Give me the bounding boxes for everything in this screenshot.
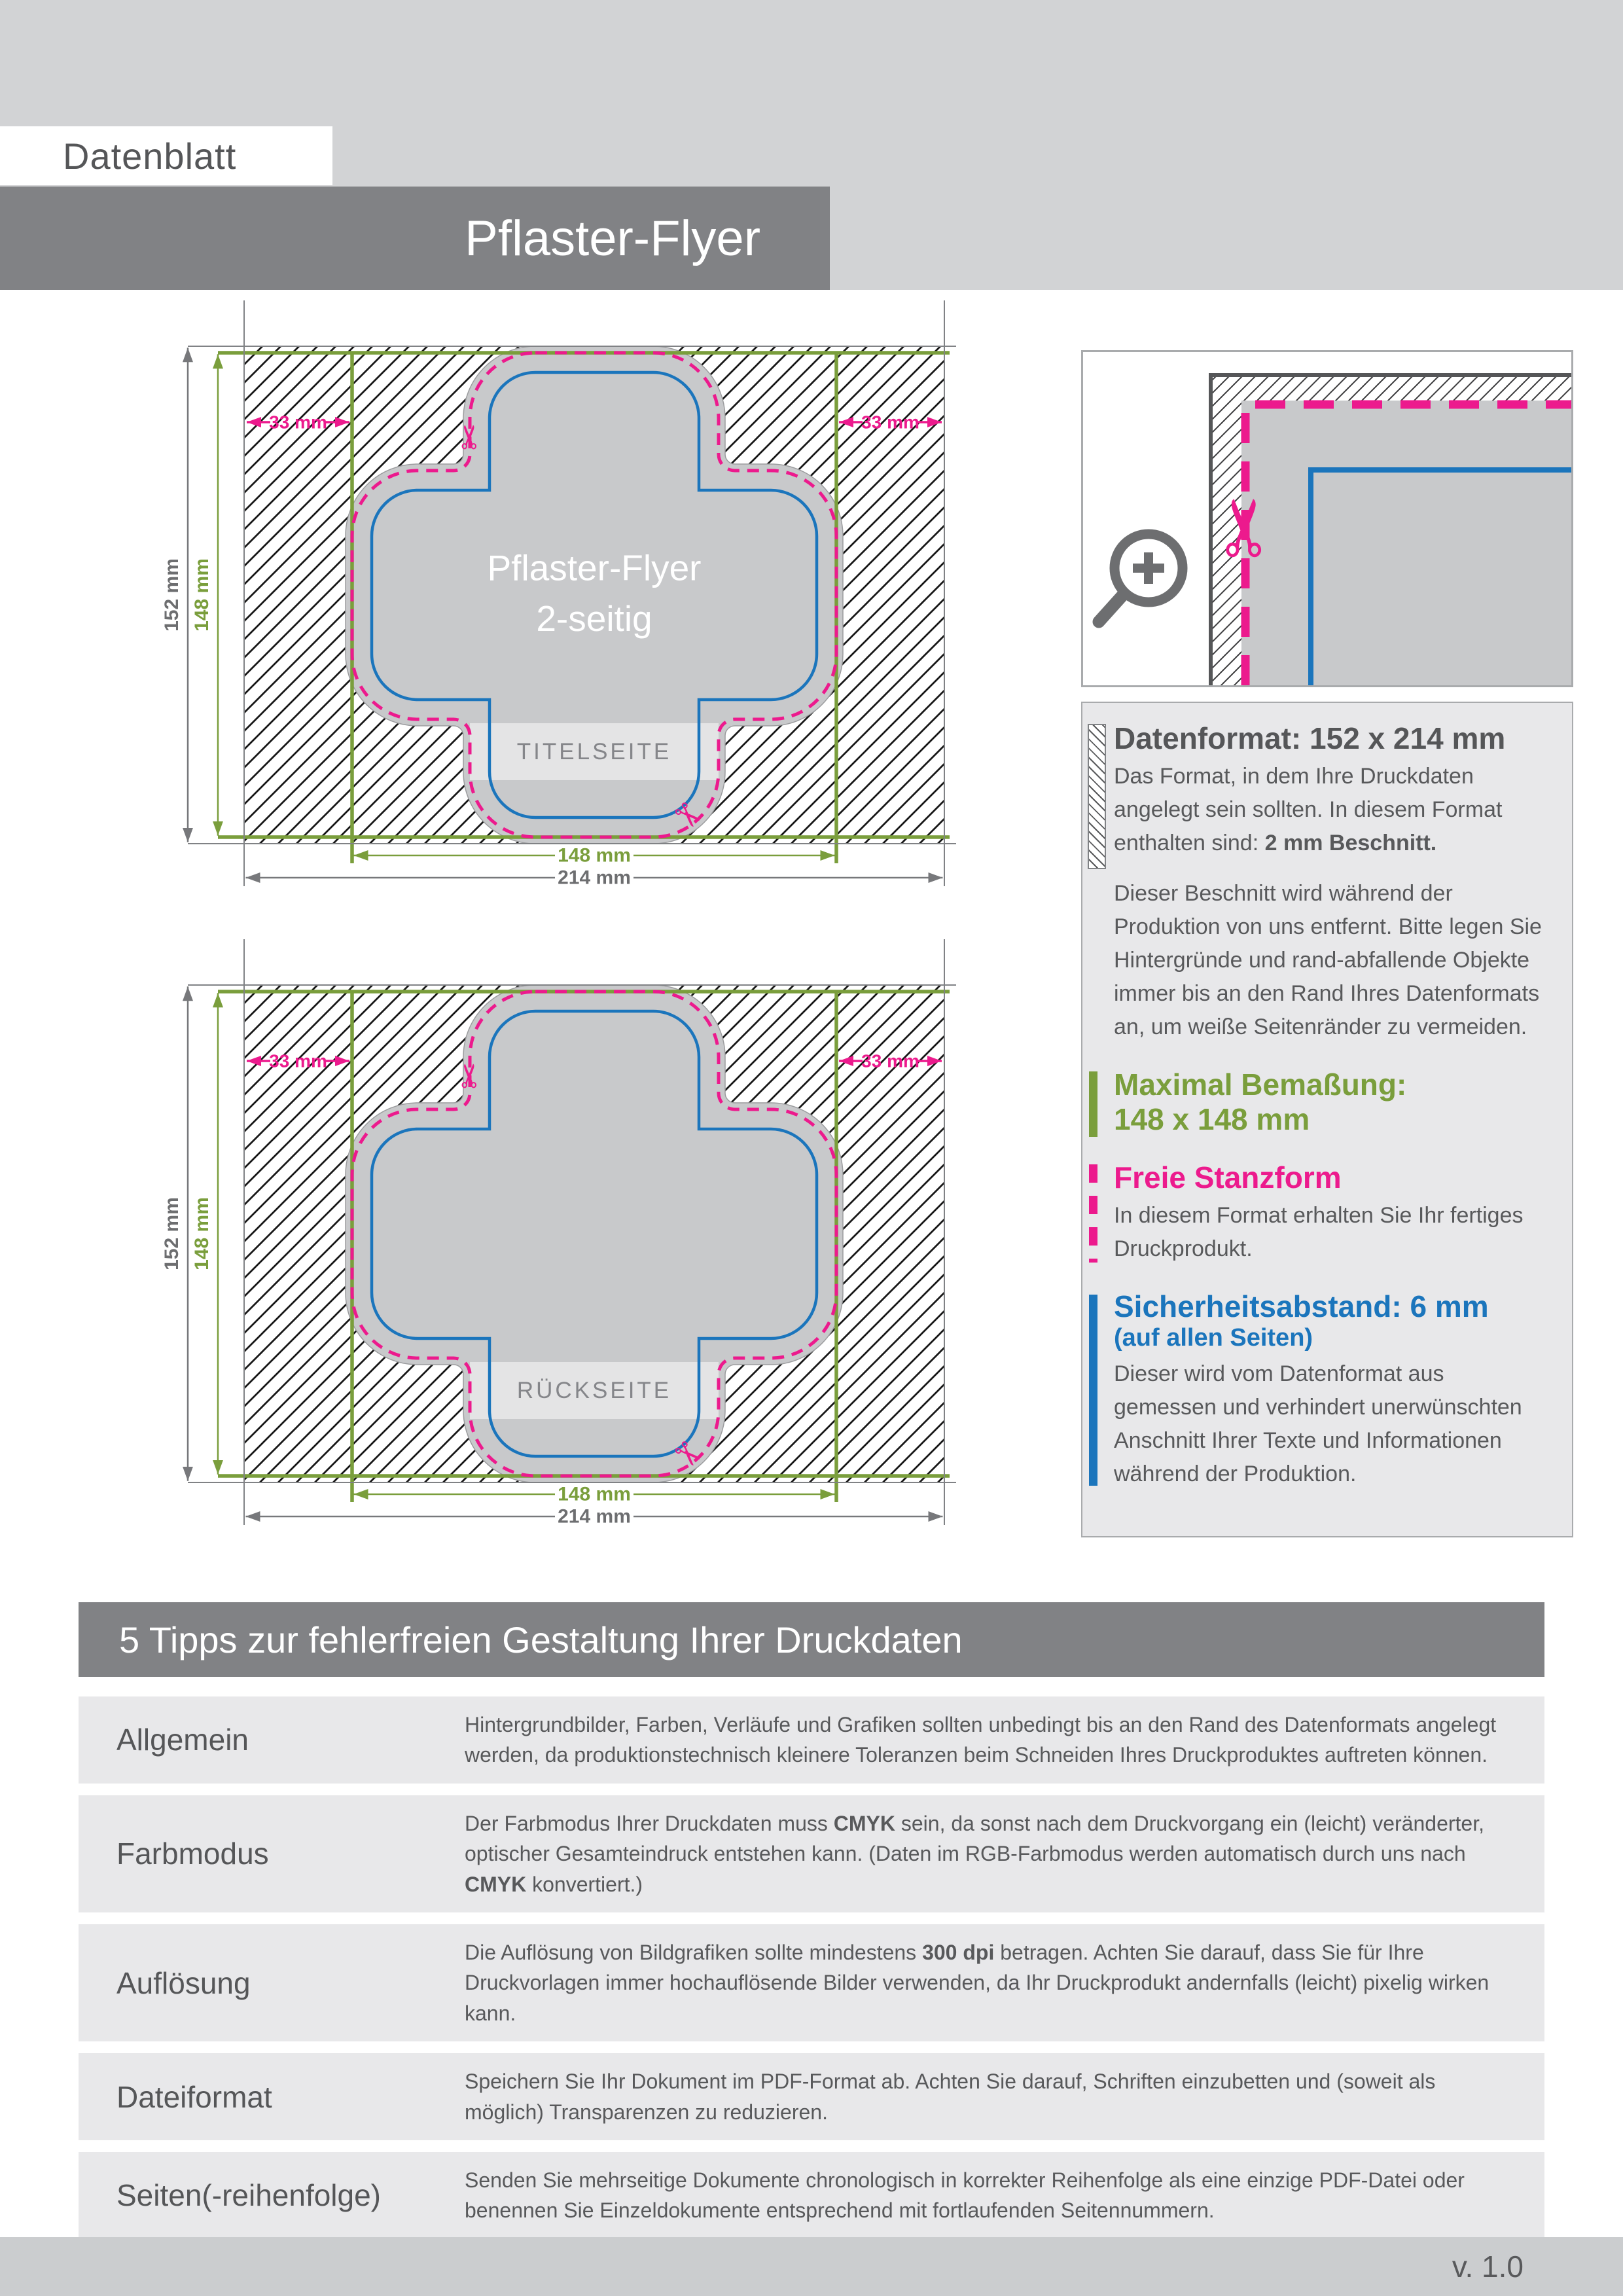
dataformat-title: Datenformat: 152 x 214 mm: [1114, 721, 1506, 755]
die-cut-bar: [1089, 1164, 1097, 1263]
section-bleed-note: [1114, 877, 1548, 1044]
safety-title: Sicherheitsabstand: 6 mm: [1114, 1289, 1489, 1323]
dim-side-right: 33 mm: [861, 1050, 919, 1071]
product-title-bar: [0, 187, 830, 290]
scissors-icon: ✂: [452, 1062, 488, 1090]
dim-height-total: 152 mm: [161, 1197, 183, 1270]
tip-text: Speichern Sie Ihr Dokument im PDF-Format ab. Achten Sie darauf, Schriften einzubetten und (soweit als möglich) Transparenzen zu reduzieren.: [465, 2070, 1436, 2124]
dim-height-inner: 148 mm: [191, 1197, 213, 1270]
tip-row-dateiformat: [79, 2053, 1544, 2140]
dim-width-total: 214 mm: [558, 867, 631, 889]
tips-banner-title: 5 Tipps zur fehlerfreien Gestaltung Ihrer Druckdaten: [119, 1619, 963, 1660]
dataformat-body: Das Format, in dem Ihre Druckdaten angelegt sein sollten. In diesem Format enthalten sind: 2 mm Beschnitt.: [1114, 763, 1503, 855]
dim-width-inner: 148 mm: [558, 844, 631, 867]
section-dataformat: [1114, 721, 1548, 860]
scissors-icon: ✂: [1202, 494, 1289, 561]
tip-text: Der Farbmodus Ihrer Druckdaten muss CMYK sein, da sonst nach dem Druckvorgang ein (leicht) veränderter, optischer Gesamteindruck entstehen kann. (Daten im RGB-Farbmodus werden automatisch durch uns nach CMYK konvertiert.): [465, 1811, 1484, 1896]
dim-height-inner: 148 mm: [191, 558, 213, 632]
zoom-detail-box: [1081, 350, 1573, 687]
footer-bar: [0, 2237, 1623, 2296]
zoom-detail-illustration: [1083, 352, 1571, 685]
doc-type-box: [0, 126, 332, 185]
side-label: RÜCKSEITE: [516, 1378, 672, 1403]
page-title: Pflaster-Flyer: [465, 210, 760, 266]
tips-section: [79, 1602, 1544, 2251]
max-size-title-line2: 148 x 148 mm: [1114, 1102, 1310, 1136]
scissors-icon: ✂: [452, 423, 488, 451]
side-label: TITELSEITE: [516, 739, 672, 764]
scissors-icon: ✂: [664, 1431, 711, 1478]
safety-bar: [1089, 1295, 1097, 1486]
scissors-icon: ✂: [664, 793, 711, 839]
tip-label: Dateiformat: [116, 2079, 272, 2114]
max-size-bar: [1089, 1071, 1097, 1137]
version-label: v. 1.0: [1452, 2250, 1524, 2284]
section-max-size: [1114, 1067, 1548, 1137]
tip-row-farbmodus: [79, 1795, 1544, 1912]
tip-label: Farbmodus: [116, 1837, 269, 1871]
detail-bleed-fill: [1241, 401, 1571, 685]
bleed-hatch-swatch-icon: [1088, 724, 1106, 869]
section-die-cut: [1114, 1160, 1548, 1266]
diagram-front: [161, 320, 1029, 896]
tip-label: Allgemein: [116, 1723, 249, 1757]
dim-side-left: 33 mm: [269, 1050, 327, 1071]
tip-text: Senden Sie mehrseitige Dokumente chronologisch in korrekter Reihenfolge als eine einzige PDF-Datei oder benennen Sie Einzeldokumente entsprechend mit fortlaufenden Seitennummern.: [465, 2168, 1465, 2223]
doc-type-label: Datenblatt: [63, 135, 237, 177]
safety-body: Dieser wird vom Datenformat aus gemessen und verhindert unerwünschten Anschnitt Ihrer Texte und Informationen während der Produktion.: [1114, 1361, 1522, 1487]
tip-label: Seiten(-reihenfolge): [116, 2178, 382, 2213]
die-cut-body: In diesem Format erhalten Sie Ihr fertiges Druckprodukt.: [1114, 1202, 1524, 1261]
tip-text: Die Auflösung von Bildgrafiken sollte mindestens 300 dpi betragen. Achten Sie darauf, dass Sie für Ihre Druckvorlagen immer hochauflösende Bilder verwenden, da Ihr Druckprodukt andernfalls (leicht) pixelig wirken kann.: [465, 1940, 1489, 2025]
die-cut-title: Freie Stanzform: [1114, 1160, 1342, 1194]
tip-row-aufloesung: [79, 1924, 1544, 2041]
tip-text: Hintergrundbilder, Farben, Verläufe und Grafiken sollten unbedingt bis an den Rand des Datenformats angelegt werden, da produktionstechnisch kleinere Toleranzen beim Schneiden Ihres Druckproduktes auftreten können.: [465, 1713, 1497, 1767]
tip-row-allgemein: [79, 1696, 1544, 1784]
tips-banner: [79, 1602, 1544, 1677]
tip-label: Auflösung: [116, 1965, 251, 2000]
center-label-line2: 2-seitig: [536, 598, 652, 639]
center-label-line1: Pflaster-Flyer: [487, 547, 702, 588]
dim-width-inner: 148 mm: [558, 1483, 631, 1505]
tip-row-seitenreihenfolge: [79, 2152, 1544, 2239]
safety-subtitle: (auf allen Seiten): [1114, 1324, 1313, 1352]
magnifier-icon: [1099, 534, 1183, 622]
dim-side-right: 33 mm: [861, 412, 919, 433]
section-safety: [1114, 1289, 1548, 1491]
format-info-panel: [1081, 702, 1573, 1537]
dim-width-total: 214 mm: [558, 1505, 631, 1528]
dim-height-total: 152 mm: [161, 558, 183, 632]
max-size-title-line1: Maximal Bemaßung:: [1114, 1067, 1407, 1102]
diagram-back: [161, 959, 1029, 1535]
bleed-note: Dieser Beschnitt wird während der Produktion von uns entfernt. Bitte legen Sie Hintergründe und rand-abfallende Objekte immer bis an den Rand Ihres Datenformats an, um weiße Seitenränder zu vermeiden.: [1114, 880, 1542, 1039]
dim-side-left: 33 mm: [269, 412, 327, 433]
